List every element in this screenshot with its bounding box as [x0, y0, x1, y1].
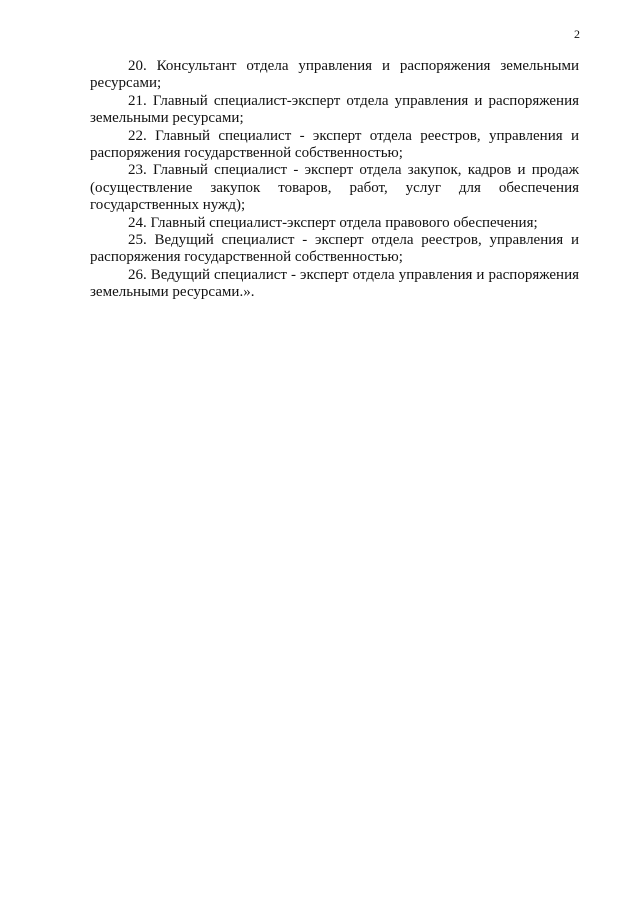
item-number: 23. — [128, 162, 147, 179]
item-number: 24. — [128, 214, 147, 231]
document-body — [90, 58, 579, 302]
item-text: Ведущий специалист - эксперт отдела реестров, управления и распоряжения государственной собственностью; — [90, 232, 579, 266]
item-text: Главный специалист-эксперт отдела управления и распоряжения земельными ресурсами; — [90, 92, 580, 127]
list-item-22 — [90, 128, 579, 163]
page-number: 2 — [574, 27, 580, 41]
item-text: Главный специалист - эксперт отдела закупок, кадров и продаж (осуществление закупок товаров, работ, услуг для обеспечения государственных нужд); — [90, 162, 579, 214]
item-number: 20. — [128, 58, 147, 74]
item-text: Главный специалист - эксперт отдела реестров, управления и распоряжения государственной собственностью; — [90, 127, 579, 162]
list-item-24 — [90, 215, 579, 232]
item-text: Консультант отдела управления и распоряжения земельными ресурсами; — [90, 58, 579, 92]
list-item-21 — [90, 93, 579, 128]
list-item-26 — [90, 267, 579, 302]
list-item-25 — [90, 232, 579, 267]
item-number: 22. — [128, 127, 147, 144]
item-number: 25. — [128, 232, 147, 249]
item-text: Главный специалист-эксперт отдела правового обеспечения; — [150, 214, 538, 231]
item-text: Ведущий специалист - эксперт отдела управления и распоряжения земельными ресурсами.». — [90, 266, 580, 301]
list-item-20 — [90, 58, 579, 93]
item-number: 21. — [128, 92, 147, 109]
list-item-23 — [90, 162, 579, 214]
item-number: 26. — [128, 266, 147, 283]
